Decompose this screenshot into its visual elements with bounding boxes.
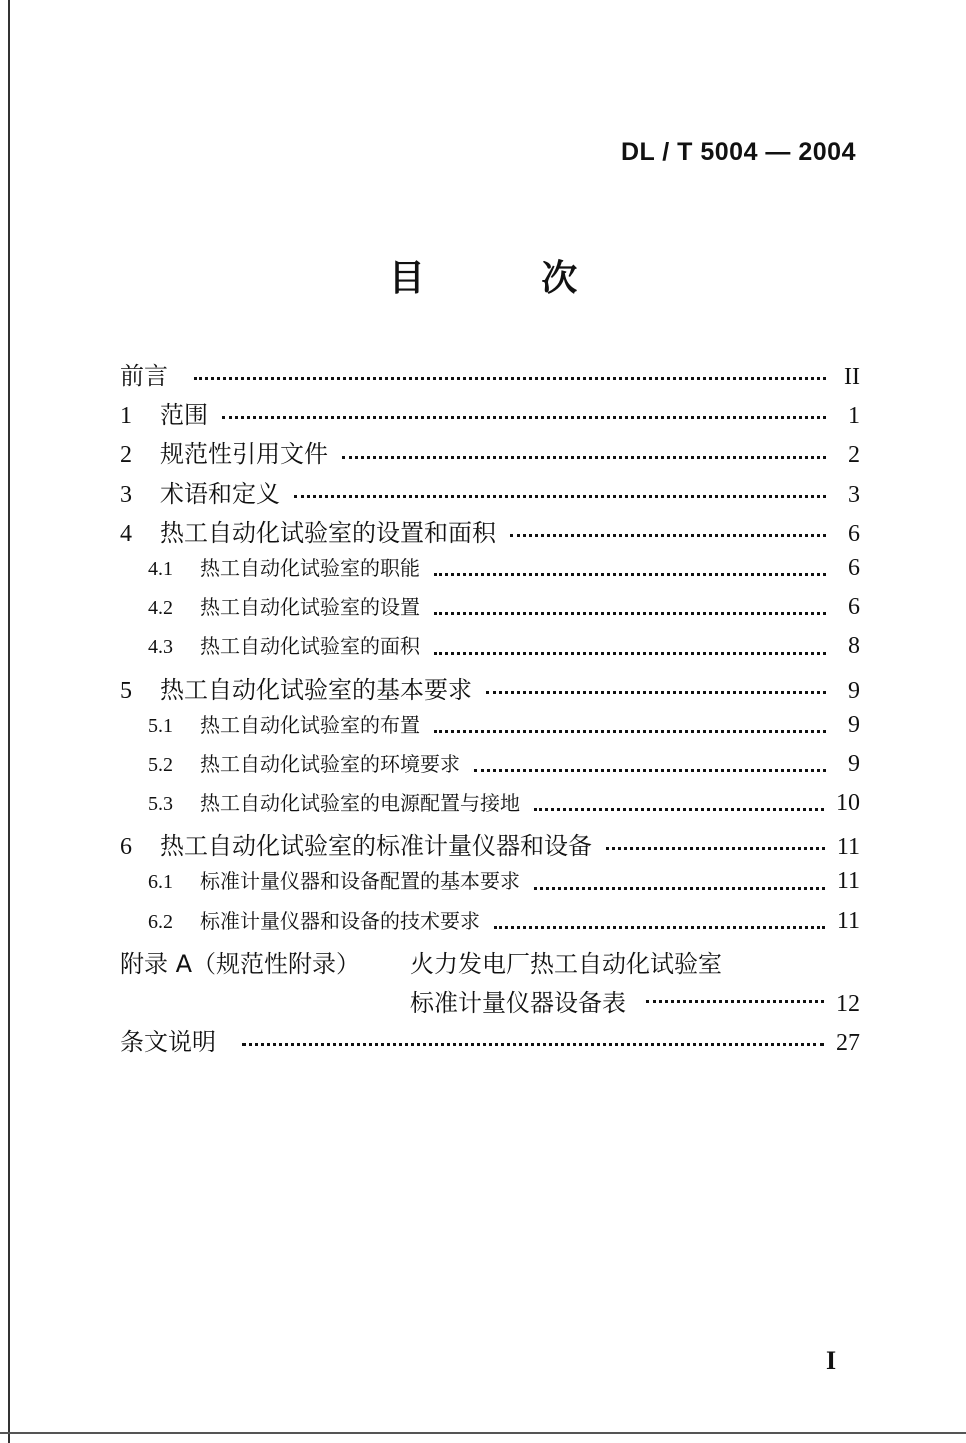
toc-entry-number: 5.2 [148,753,173,776]
toc-entry-page: 6 [848,594,860,621]
toc-entry[interactable] [120,356,860,395]
dot-leader [534,808,824,811]
toc-entry-page: 6 [848,520,860,547]
toc-entry-page: 27 [836,1030,860,1057]
toc-entry-label: 热工自动化试验室的设置 [200,595,420,620]
toc-entry-label: 热工自动化试验室的电源配置与接地 [200,791,520,816]
toc-entry-label: 热工自动化试验室的环境要求 [200,751,460,776]
appendix-tag: 附录 A（规范性附录） [120,949,361,978]
toc-entry-page: 9 [848,711,860,738]
toc-entry-number: 5.3 [148,793,173,816]
toc-entry-label: 前言 [120,362,168,390]
toc-entry[interactable] [120,434,860,473]
toc-entry-number: 4 [120,520,132,547]
page-title: 目 次 [388,258,630,299]
toc-entry[interactable] [120,591,860,630]
toc-entry-label: 规范性引用文件 [160,440,328,469]
toc-entry-number: 6 [120,834,132,861]
toc-entry[interactable] [120,905,860,944]
dot-leader [222,416,826,419]
dot-leader [194,377,826,380]
toc-entry[interactable] [120,474,860,513]
appendix-entry-continued[interactable] [120,983,860,1022]
toc-entry-page: 1 [848,403,860,430]
dot-leader [486,691,826,694]
toc-entry-number: 2 [120,442,132,469]
toc-entry-page: 6 [848,554,860,581]
toc-entry-label: 标准计量仪器和设备的技术要求 [200,908,480,933]
toc-entry-number: 4.1 [148,557,173,580]
dot-leader [510,534,826,537]
toc-entry-page: 11 [836,834,860,861]
standard-code: DL / T 5004 — 2004 [620,138,856,166]
dot-leader [242,1043,824,1046]
toc-entry-page: 9 [848,750,860,777]
toc-entry-number: 3 [120,481,132,508]
toc-entry[interactable] [120,748,860,787]
scan-edge-left [8,0,10,1443]
toc-entries [120,356,860,944]
toc-entry[interactable] [120,709,860,748]
toc-entry-number: 4.3 [148,636,173,659]
toc-entry-label: 标准计量仪器和设备配置的基本要求 [200,869,520,894]
toc-entry-number: 5.1 [148,714,173,737]
toc-entry-page: 2 [848,442,860,469]
toc-entry-label: 范围 [160,401,208,430]
toc-entry-number: 6.1 [148,871,173,894]
dot-leader [294,495,826,498]
toc-entry-page: 11 [836,907,860,934]
toc-entry[interactable] [120,513,860,552]
dot-leader [434,730,826,733]
dot-leader [474,769,826,772]
toc-entry-label: 热工自动化试验室的设置和面积 [160,518,496,547]
toc-entry-number: 6.2 [148,910,173,933]
dot-leader [434,652,826,655]
appendix-entry[interactable] [120,944,860,983]
toc-entry-number: 5 [120,677,132,704]
toc-entry-page: 8 [848,633,860,660]
toc-entry-label: 热工自动化试验室的基本要求 [160,675,472,704]
toc-entry[interactable] [120,865,860,904]
toc-entry-page: II [844,364,860,390]
toc-entry[interactable] [120,552,860,591]
toc-entry-page: 3 [848,481,860,508]
dot-leader [342,456,826,459]
toc-entry-label: 术语和定义 [160,479,280,508]
toc-entry-page: 11 [836,868,860,895]
toc-entry-closing[interactable] [120,1022,860,1061]
toc-entry-number: 1 [120,403,132,430]
appendix-page: 12 [836,991,860,1017]
dot-leader [434,573,826,576]
toc-entry-label: 热工自动化试验室的职能 [200,555,420,580]
scan-edge-bottom [0,1432,966,1434]
dot-leader [434,612,826,615]
toc-entry-page: 9 [848,677,860,704]
toc-entry-label: 热工自动化试验室的布置 [200,712,420,737]
dot-leader [534,887,825,890]
dot-leader [494,926,825,929]
toc-entry[interactable] [120,826,860,865]
toc-entry-number: 4.2 [148,597,173,620]
toc-entry[interactable] [120,670,860,709]
toc-entry[interactable] [120,395,860,434]
toc-entry-label: 条文说明 [120,1028,216,1057]
toc-entry-label: 热工自动化试验室的面积 [200,634,420,659]
toc-entry[interactable] [120,630,860,669]
toc-entry[interactable] [120,787,860,826]
dot-leader [646,1000,824,1003]
toc-entry-label: 热工自动化试验室的标准计量仪器和设备 [160,832,592,861]
appendix-title-line2: 标准计量仪器设备表 [410,989,626,1017]
appendix-title-line1: 火力发电厂热工自动化试验室 [410,949,722,978]
toc-entry-page: 10 [836,790,860,817]
table-of-contents [120,356,860,1061]
page-number: I [826,1346,837,1375]
dot-leader [606,847,825,850]
